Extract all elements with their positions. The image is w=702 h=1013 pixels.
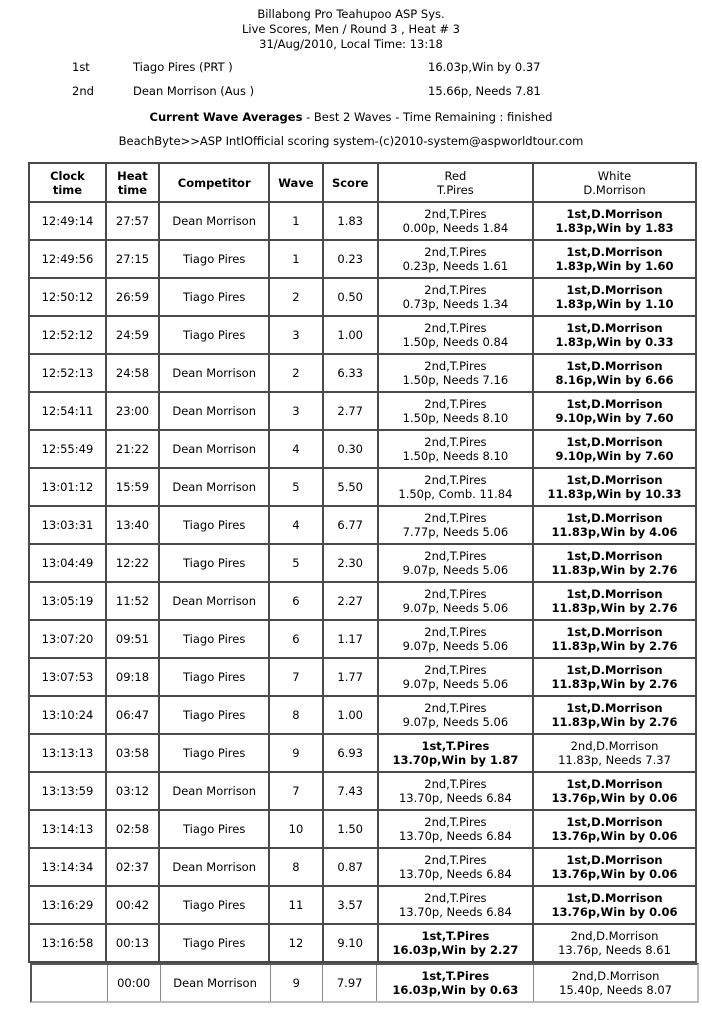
cell-clock-time: 13:03:31 (29, 506, 106, 544)
cell-clock-time: 12:55:49 (29, 430, 106, 468)
cell-wave: 12 (269, 924, 322, 962)
cell-heat-time: 11:52 (106, 582, 159, 620)
cell-score: 6.93 (323, 734, 378, 772)
wave-averages-detail: - Best 2 Waves - Time Remaining : finished (302, 110, 553, 124)
cell-red-status: 2nd,T.Pires 9.07p, Needs 5.06 (378, 620, 533, 658)
cell-score: 1.77 (323, 658, 378, 696)
table-row (29, 240, 696, 278)
cell-red-status: 2nd,T.Pires 9.07p, Needs 5.06 (378, 658, 533, 696)
cell-wave: 4 (269, 430, 322, 468)
cell-heat-time: 13:40 (106, 506, 159, 544)
cell-wave: 7 (269, 658, 322, 696)
cell-clock-time: 13:13:59 (29, 772, 106, 810)
table-row (29, 316, 696, 354)
cell-heat-time: 23:00 (106, 392, 159, 430)
cell-competitor: Tiago Pires (159, 924, 269, 962)
cell-red-status: 2nd,T.Pires 9.07p, Needs 5.06 (378, 544, 533, 582)
cell-competitor: Tiago Pires (159, 240, 269, 278)
cell-clock-time: 12:49:14 (29, 202, 106, 240)
header-heat-time: Heat time (106, 163, 159, 202)
table-row (29, 734, 696, 772)
cell-red-status: 2nd,T.Pires 1.50p, Needs 8.10 (378, 430, 533, 468)
cell-wave: 8 (269, 848, 322, 886)
cell-competitor: Tiago Pires (159, 316, 269, 354)
cell-competitor: Dean Morrison (159, 848, 269, 886)
cell-wave: 2 (269, 354, 322, 392)
table-row (29, 582, 696, 620)
cell-clock-time: 12:50:12 (29, 278, 106, 316)
cell-wave: 2 (269, 278, 322, 316)
cell-red-status: 1st,T.Pires 16.03p,Win by 2.27 (378, 924, 533, 962)
cell-red-status: 2nd,T.Pires 13.70p, Needs 6.84 (378, 848, 533, 886)
cell-white-status: 1st,D.Morrison 1.83p,Win by 0.33 (533, 316, 696, 354)
cell-white-status: 1st,D.Morrison 11.83p,Win by 2.76 (533, 696, 696, 734)
cell-heat-time: 02:58 (106, 810, 159, 848)
cell-clock-time: 13:14:34 (29, 848, 106, 886)
cell-white-status: 1st,D.Morrison 11.83p,Win by 2.76 (533, 582, 696, 620)
cell-wave: 4 (269, 506, 322, 544)
cell-competitor: Dean Morrison (159, 392, 269, 430)
cell-score: 1.17 (323, 620, 378, 658)
standing-place: 2nd (72, 84, 94, 98)
cell-red-status: 2nd,T.Pires 13.70p, Needs 6.84 (378, 886, 533, 924)
cell-white-status: 1st,D.Morrison 11.83p,Win by 10.33 (533, 468, 696, 506)
cell-heat-time: 09:51 (106, 620, 159, 658)
cell-clock-time (32, 965, 108, 1001)
cell-wave: 3 (269, 392, 322, 430)
cell-red-status: 2nd,T.Pires 9.07p, Needs 5.06 (378, 696, 533, 734)
cell-score: 1.00 (323, 696, 378, 734)
cell-wave: 8 (269, 696, 322, 734)
cell-clock-time: 13:01:12 (29, 468, 106, 506)
cell-competitor: Dean Morrison (161, 965, 271, 1001)
table-row (29, 696, 696, 734)
wave-averages-label: Current Wave Averages (149, 110, 303, 124)
cell-white-status: 1st,D.Morrison 13.76p,Win by 0.06 (533, 810, 696, 848)
cell-clock-time: 12:54:11 (29, 392, 106, 430)
cell-score: 1.50 (323, 810, 378, 848)
cell-score: 6.33 (323, 354, 378, 392)
cell-wave: 3 (269, 316, 322, 354)
cell-heat-time: 24:58 (106, 354, 159, 392)
table-row (29, 506, 696, 544)
cell-white-status: 1st,D.Morrison 13.76p,Win by 0.06 (533, 772, 696, 810)
cell-red-status: 2nd,T.Pires 0.00p, Needs 1.84 (378, 202, 533, 240)
cell-clock-time: 13:13:13 (29, 734, 106, 772)
table-row (29, 544, 696, 582)
event-header (0, 0, 702, 52)
cell-clock-time: 12:52:12 (29, 316, 106, 354)
cell-red-status: 2nd,T.Pires 1.50p, Needs 0.84 (378, 316, 533, 354)
cell-red-status: 2nd,T.Pires 1.50p, Needs 8.10 (378, 392, 533, 430)
cell-white-status: 2nd,D.Morrison 15.40p, Needs 8.07 (559, 969, 672, 997)
cell-wave: 10 (269, 810, 322, 848)
cell-heat-time: 09:18 (106, 658, 159, 696)
cell-clock-time: 13:10:24 (29, 696, 106, 734)
cell-score: 3.57 (323, 886, 378, 924)
cell-white-status: 1st,D.Morrison 1.83p,Win by 1.60 (533, 240, 696, 278)
cell-heat-time: 27:15 (106, 240, 159, 278)
table-row (29, 658, 696, 696)
cell-clock-time: 13:16:58 (29, 924, 106, 962)
cell-wave: 1 (269, 202, 322, 240)
cell-score: 7.97 (323, 965, 378, 1001)
cell-red-status: 2nd,T.Pires 0.23p, Needs 1.61 (378, 240, 533, 278)
cell-competitor: Tiago Pires (159, 620, 269, 658)
cell-score: 6.77 (323, 506, 378, 544)
table-row (29, 810, 696, 848)
cell-competitor: Dean Morrison (159, 582, 269, 620)
cell-competitor: Tiago Pires (159, 278, 269, 316)
table-row (29, 392, 696, 430)
cell-red-status: 2nd,T.Pires 1.50p, Comb. 11.84 (378, 468, 533, 506)
cell-competitor: Tiago Pires (159, 506, 269, 544)
cell-score: 0.30 (323, 430, 378, 468)
cell-competitor: Dean Morrison (159, 202, 269, 240)
cell-competitor: Dean Morrison (159, 772, 269, 810)
cell-wave: 5 (269, 544, 322, 582)
event-datetime: 31/Aug/2010, Local Time: 13:18 (259, 37, 443, 51)
cell-clock-time: 13:14:13 (29, 810, 106, 848)
standing-name: Tiago Pires (PRT ) (133, 60, 233, 74)
cell-competitor: Tiago Pires (159, 658, 269, 696)
header-wave: Wave (269, 163, 322, 202)
cell-heat-time: 00:42 (106, 886, 159, 924)
cell-wave: 11 (269, 886, 322, 924)
table-row (29, 468, 696, 506)
cell-wave: 1 (269, 240, 322, 278)
cell-competitor: Tiago Pires (159, 810, 269, 848)
standing-row (0, 60, 702, 78)
cell-score: 2.30 (323, 544, 378, 582)
header-white-surfer: White D.Morrison (533, 163, 696, 202)
cell-clock-time: 12:52:13 (29, 354, 106, 392)
cell-score: 5.50 (323, 468, 378, 506)
cell-white-status: 1st,D.Morrison 9.10p,Win by 7.60 (533, 392, 696, 430)
cell-competitor: Tiago Pires (159, 886, 269, 924)
cell-wave: 7 (269, 772, 322, 810)
event-subtitle: Live Scores, Men / Round 3 , Heat # 3 (242, 22, 460, 36)
cell-white-status: 1st,D.Morrison 9.10p,Win by 7.60 (533, 430, 696, 468)
standing-name: Dean Morrison (Aus ) (133, 84, 255, 98)
cell-clock-time: 13:07:53 (29, 658, 106, 696)
cell-clock-time: 13:05:19 (29, 582, 106, 620)
cell-heat-time: 00:00 (108, 965, 161, 1001)
cell-score: 0.87 (323, 848, 378, 886)
standing-place: 1st (72, 60, 90, 74)
cell-competitor: Dean Morrison (159, 354, 269, 392)
cell-red-status: 2nd,T.Pires 13.70p, Needs 6.84 (378, 810, 533, 848)
cell-clock-time: 12:49:56 (29, 240, 106, 278)
cell-heat-time: 12:22 (106, 544, 159, 582)
cell-red-status: 1st,T.Pires 16.03p,Win by 0.63 (377, 965, 534, 1001)
cell-white-status: 1st,D.Morrison 13.76p,Win by 0.06 (533, 848, 696, 886)
standing-result: 15.66p, Needs 7.81 (428, 84, 541, 98)
cell-white-status: 1st,D.Morrison 11.83p,Win by 2.76 (533, 620, 696, 658)
cell-score: 9.10 (323, 924, 378, 962)
standings (0, 60, 702, 110)
cell-competitor: Tiago Pires (159, 696, 269, 734)
table-row (29, 430, 696, 468)
table-header-row (29, 163, 696, 202)
cell-heat-time: 24:59 (106, 316, 159, 354)
cell-white-status: 1st,D.Morrison 11.83p,Win by 2.76 (533, 544, 696, 582)
cell-heat-time: 15:59 (106, 468, 159, 506)
cell-clock-time: 13:16:29 (29, 886, 106, 924)
header-competitor: Competitor (159, 163, 269, 202)
table-row (29, 848, 696, 886)
standing-row (0, 84, 702, 102)
cell-heat-time: 21:22 (106, 430, 159, 468)
cell-white-status: 1st,D.Morrison 8.16p,Win by 6.66 (533, 354, 696, 392)
header-score: Score (323, 163, 378, 202)
cell-score: 2.27 (323, 582, 378, 620)
table-row (29, 886, 696, 924)
cell-white-status: 1st,D.Morrison 13.76p,Win by 0.06 (533, 886, 696, 924)
cell-score: 1.00 (323, 316, 378, 354)
table-row (29, 278, 696, 316)
event-title: Billabong Pro Teahupoo ASP Sys. (257, 7, 445, 21)
standing-result: 16.03p,Win by 0.37 (428, 60, 541, 74)
cell-heat-time: 03:58 (106, 734, 159, 772)
cell-score: 2.77 (323, 392, 378, 430)
table-row (29, 354, 696, 392)
cell-heat-time: 26:59 (106, 278, 159, 316)
table-row (29, 202, 696, 240)
cell-white-status: 2nd,D.Morrison 13.76p, Needs 8.61 (533, 924, 696, 962)
cell-red-status: 2nd,T.Pires 13.70p, Needs 6.84 (378, 772, 533, 810)
cell-wave: 9 (271, 965, 323, 1001)
cell-wave: 6 (269, 582, 322, 620)
cell-score: 0.23 (323, 240, 378, 278)
table-row (29, 620, 696, 658)
cell-red-status: 2nd,T.Pires 1.50p, Needs 7.16 (378, 354, 533, 392)
cell-white-status: 1st,D.Morrison 1.83p,Win by 1.83 (533, 202, 696, 240)
cell-competitor: Tiago Pires (159, 734, 269, 772)
scoring-credit: BeachByte>>ASP IntlOfficial scoring system-(c)2010-system@aspworldtour.com (118, 134, 584, 148)
cell-heat-time: 03:12 (106, 772, 159, 810)
wave-averages-line (0, 110, 702, 124)
cell-red-status: 2nd,T.Pires 9.07p, Needs 5.06 (378, 582, 533, 620)
final-wave-table (30, 963, 699, 1003)
cell-heat-time: 06:47 (106, 696, 159, 734)
cell-heat-time: 27:57 (106, 202, 159, 240)
table-row (29, 924, 696, 962)
header-clock-time: Clock time (29, 163, 106, 202)
cell-wave: 6 (269, 620, 322, 658)
cell-score: 1.83 (323, 202, 378, 240)
final-row (32, 965, 697, 1001)
cell-white-status: 1st,D.Morrison 1.83p,Win by 1.10 (533, 278, 696, 316)
cell-heat-time: 02:37 (106, 848, 159, 886)
cell-clock-time: 13:04:49 (29, 544, 106, 582)
cell-wave: 5 (269, 468, 322, 506)
cell-white-status: 1st,D.Morrison 11.83p,Win by 4.06 (533, 506, 696, 544)
cell-score: 0.50 (323, 278, 378, 316)
cell-competitor: Dean Morrison (159, 430, 269, 468)
cell-wave: 9 (269, 734, 322, 772)
cell-score: 7.43 (323, 772, 378, 810)
cell-heat-time: 00:13 (106, 924, 159, 962)
header-red-surfer: Red T.Pires (378, 163, 533, 202)
cell-red-status: 2nd,T.Pires 0.73p, Needs 1.34 (378, 278, 533, 316)
cell-red-status: 2nd,T.Pires 7.77p, Needs 5.06 (378, 506, 533, 544)
wave-scores-table (28, 162, 697, 963)
cell-competitor: Dean Morrison (159, 468, 269, 506)
cell-competitor: Tiago Pires (159, 544, 269, 582)
cell-white-status: 2nd,D.Morrison 11.83p, Needs 7.37 (533, 734, 696, 772)
cell-red-status: 1st,T.Pires 13.70p,Win by 1.87 (378, 734, 533, 772)
cell-clock-time: 13:07:20 (29, 620, 106, 658)
table-row (29, 772, 696, 810)
cell-white-status: 1st,D.Morrison 11.83p,Win by 2.76 (533, 658, 696, 696)
